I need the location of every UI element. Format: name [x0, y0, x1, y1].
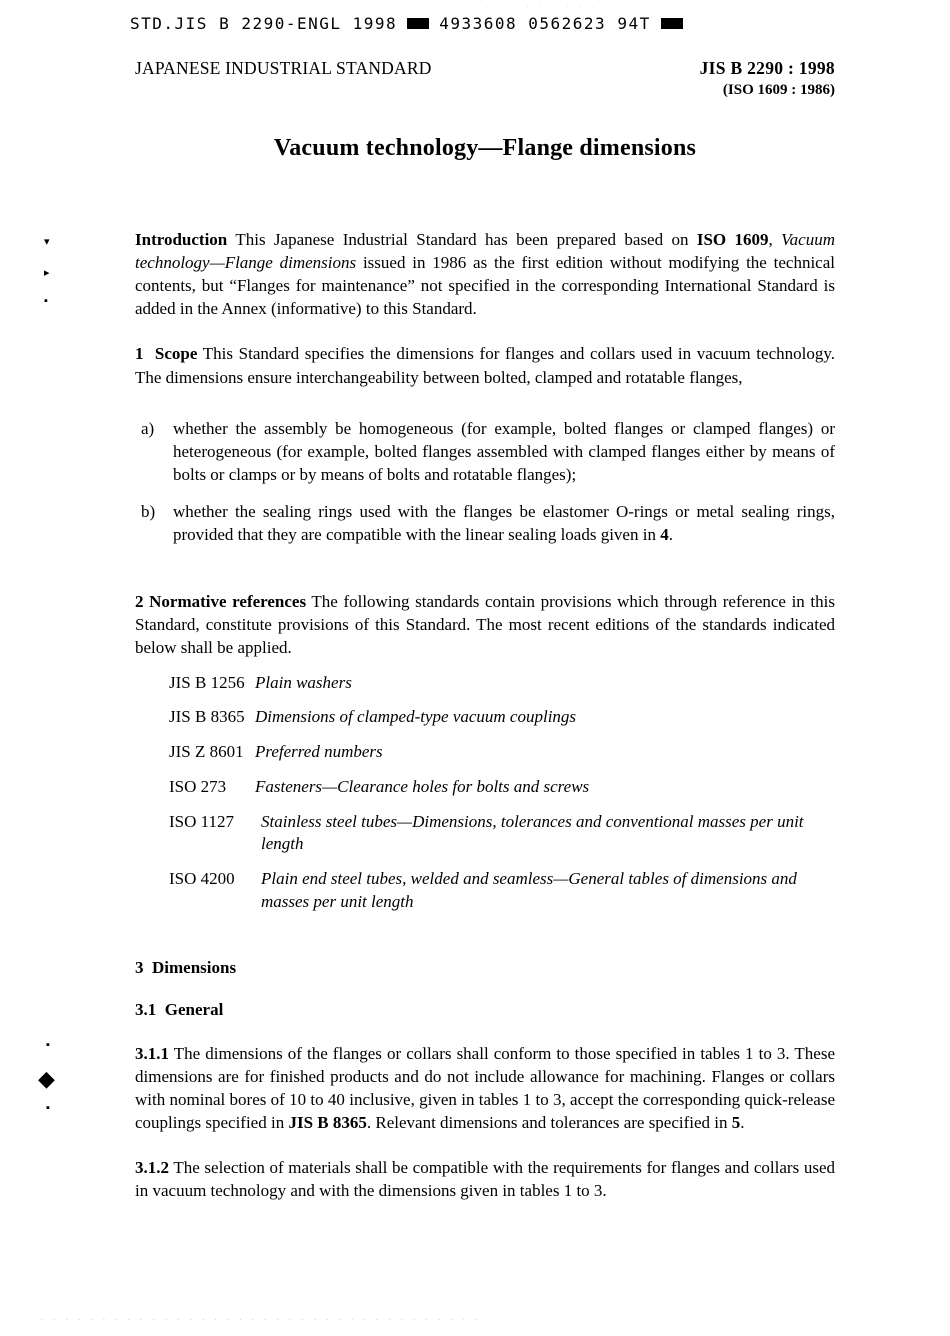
- introduction-paragraph: [135, 228, 835, 320]
- clause-3-1-1-text-2: . Relevant dimensions and tolerances are specified in: [366, 1112, 732, 1132]
- reference-code: ISO 273: [169, 776, 227, 796]
- scope-text: This Standard specifies the dimensions for flanges and collars used in vacuum technology. The dimensions ensure interchangeability between bolted, clamped and rotatable flanges,: [135, 344, 835, 387]
- reference-title: Plain washers: [255, 672, 352, 692]
- scope-paragraph: [135, 342, 835, 388]
- iso-reference: (ISO 1609 : 1986): [722, 82, 835, 98]
- normative-references-paragraph: [135, 590, 835, 659]
- margin-marks: [38, 0, 84, 1336]
- margin-mark-dot: ▪: [44, 295, 48, 307]
- normative-references-number: 2: [135, 592, 144, 612]
- reference-code: JIS Z 8601: [169, 742, 244, 762]
- list-item: [135, 417, 835, 486]
- reference-code: JIS B 1256: [169, 672, 245, 692]
- header-identifiers: [700, 58, 835, 99]
- normative-references-heading: Normative references: [149, 592, 307, 612]
- document-header: [135, 58, 835, 99]
- introduction-label: Introduction: [135, 230, 228, 249]
- reference-title: Fasteners—Clearance holes for bolts and screws: [255, 776, 590, 796]
- introduction-iso-italic: Vacuum technology—Flange dimensions: [135, 230, 835, 273]
- page-top-artifact: · · · · · · · · · · · · · ·: [420, 2, 600, 10]
- margin-mark-dot: ▸: [44, 267, 50, 279]
- section-heading-general: [135, 1000, 835, 1020]
- scope-heading: Scope: [154, 344, 198, 364]
- barcode-text: STD.JIS B 2290-ENGL 1998: [130, 14, 398, 33]
- introduction-text-2: ,: [768, 230, 782, 249]
- reference-title: Preferred numbers: [255, 742, 383, 762]
- margin-mark-dot: ▪: [46, 1102, 50, 1114]
- list-item-text-part1: whether the sealing rings used with the flanges be elastomer O-rings or metal sealing rings, provided that they are compatible with the linear sealing loads given in: [173, 501, 835, 545]
- introduction-text-1: This Japanese Industrial Standard has been prepared based on: [227, 230, 697, 249]
- clause-3-1-2-number: 3.1.2: [135, 1158, 169, 1178]
- document-content: [135, 58, 835, 1202]
- dimensions-number: 3: [135, 957, 144, 977]
- margin-mark-dot: ▪: [46, 1039, 50, 1051]
- reference-code: ISO 1127: [169, 811, 235, 831]
- dimensions-heading: Dimensions: [152, 957, 237, 977]
- introduction-text-3: issued in 1986 as the first edition without modifying the technical contents, but “Flanges for maintenance” not specified in the corresponding International Standard is added in the Annex (informative) to this Standard.: [135, 253, 835, 319]
- reference-list-item: [135, 776, 835, 799]
- list-item-text: whether the assembly be homogeneous (for example, bolted flanges or clamped flanges) or heterogeneous (for example, bolted flanges assembled with clamped flanges either by means of bolts or clamps or by means of bolts and rotatable flanges);: [173, 418, 835, 484]
- clause-3-1-2-text: The selection of materials shall be compatible with the requirements for flanges and collars used in vacuum technology and with the dimensions given in tables 1 to 3.: [135, 1158, 835, 1201]
- barcode-block-icon: [661, 18, 683, 29]
- reference-list-item: [135, 741, 835, 764]
- clause-3-1-2-paragraph: [135, 1156, 835, 1202]
- reference-title: Dimensions of clamped-type vacuum couplings: [255, 707, 577, 727]
- clause-3-1-1-bold-ref: JIS B 8365: [288, 1112, 367, 1132]
- clause-3-1-1-paragraph: [135, 1042, 835, 1134]
- scope-number: 1: [135, 344, 144, 364]
- list-item-text: [173, 500, 835, 546]
- introduction-iso-bold: ISO 1609: [696, 230, 769, 249]
- reference-list-item: [135, 868, 835, 914]
- header-standard-body: JAPANESE INDUSTRIAL STANDARD: [135, 58, 432, 78]
- reference-title: Plain end steel tubes, welded and seamless—General tables of dimensions and masses per unit length: [261, 869, 797, 911]
- barcode-block-icon: [407, 18, 429, 29]
- section-heading-dimensions: [135, 958, 835, 978]
- reference-title: Stainless steel tubes—Dimensions, tolerances and conventional masses per unit length: [261, 811, 804, 854]
- clause-3-1-1-number: 3.1.1: [135, 1043, 169, 1063]
- clause-3-1-1-text-1: The dimensions of the flanges or collars shall conform to those specified in tables 1 to 3. These dimensions are for finished products and do not include allowance for machining. Flanges or collars with nominal bores of 10 to 40 inclusive, given in tables 1 to 3, accept the corresponding quick-release couplings specified in: [135, 1043, 835, 1132]
- list-item-marker: a): [141, 418, 155, 438]
- clause-3-1-1-bold-ref-2: 5: [731, 1112, 741, 1132]
- list-item: [135, 500, 835, 546]
- barcode-digits: 4933608 0562623 94T: [439, 14, 651, 33]
- list-item-bold-ref: 4: [660, 525, 669, 545]
- normative-references-text: The following standards contain provisions which through reference in this Standard, constitute provisions of this Standard. The most recent editions of the standards indicated below shall be applied.: [135, 592, 835, 658]
- page-bottom-artifact: · · · · · · · · · · · · · · · · · · · · · · · · · · · · · · · · · · · ·: [40, 1314, 482, 1326]
- list-item-marker: b): [141, 501, 156, 521]
- reference-list-item: [135, 672, 835, 695]
- margin-mark-diamond-icon: ◆: [38, 1066, 55, 1091]
- list-item-text-part2: .: [668, 525, 673, 545]
- reference-list-item: [135, 811, 835, 857]
- reference-code: JIS B 8365: [169, 707, 245, 727]
- standard-number: JIS B 2290 : 1998: [699, 58, 835, 78]
- margin-mark-dot: ▾: [44, 236, 50, 248]
- barcode-line: [130, 14, 830, 33]
- page-title: Vacuum technology—Flange dimensions: [273, 135, 697, 161]
- general-number: 3.1: [135, 999, 157, 1019]
- general-heading: General: [164, 999, 224, 1019]
- clause-3-1-1-text-3: .: [740, 1112, 745, 1132]
- reference-code: ISO 4200: [169, 869, 235, 889]
- reference-list-item: [135, 706, 835, 729]
